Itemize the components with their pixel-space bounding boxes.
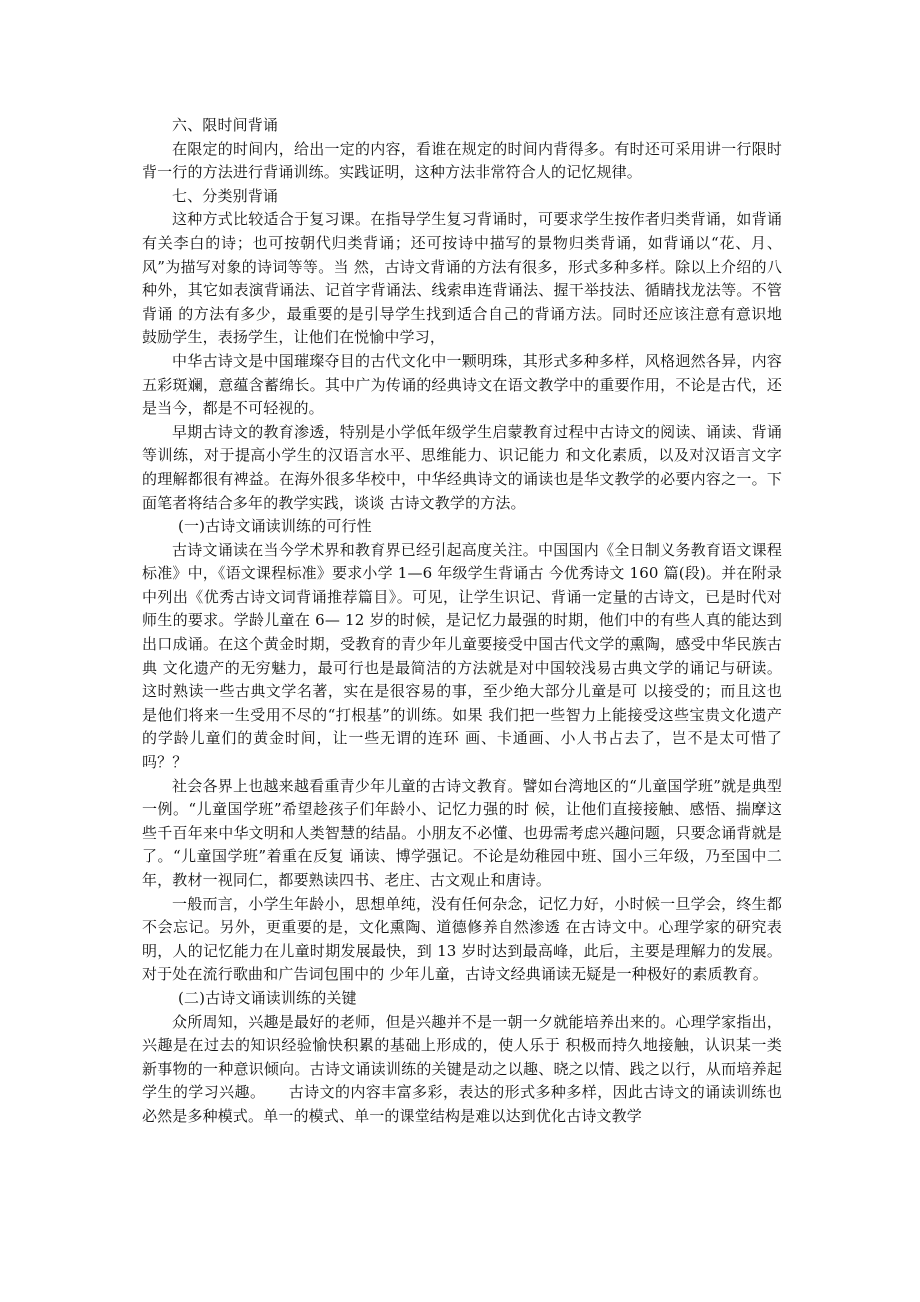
section-heading: (二)古诗文诵读训练的关键 xyxy=(178,988,357,1007)
section-heading: 七、分类别背诵 xyxy=(172,186,279,205)
body-paragraph: 在限定的时间内，给出一定的内容，看谁在规定的时间内背得多。有时还可采用讲一行限时背一行的方法进行背诵训练。实践证明，这种方法非常符合人的记忆规律。 xyxy=(142,139,782,182)
body-paragraph: 一般而言，小学生年龄小，思想单纯，没有任何杂念，记忆力好，小时候一旦学会，终生都不会忘记。另外，更重要的是，文化熏陶、道德修养自然渗透 在古诗文中。心理学家的研究表明，人的记忆能力在儿童时期发展最快，到 13 岁时达到最高峰，此后，主要是理解力的发展。对于处在流行歌曲和广告词包围中的 少年儿童，古诗文经典诵读无疑是一种极好的素质教育。 xyxy=(142,894,782,984)
body-paragraph: 众所周知，兴趣是最好的老师，但是兴趣并不是一朝一夕就能培养出来的。心理学家指出，兴趣是在过去的知识经验愉快积累的基础上形成的，使人乐于 积极而持久地接触，认识某一类新事物的一种意识倾向。古诗文诵读训练的关键是动之以趣、晓之以情、践之以行，从而培养起学生的学习兴趣。 古诗文的内容丰富多彩，表达的形式多种多样，因此古诗文的诵读训练也必然是多种模式。单一的模式、单一的课堂结构是难以达到优化古诗文教学 xyxy=(142,1012,782,1125)
body-paragraph: 古诗文诵读在当今学术界和教育界已经引起高度关注。中国国内《全日制义务教育语文课程标准》中，《语文课程标准》要求小学 1—6 年级学生背诵古 今优秀诗文 160 篇(段)。并在附录中列出《优秀古诗文词背诵推荐篇目》。可见，让学生识记、背诵一定量的古诗文，已是时代对师生的要求。学龄儿童在 6— 12 岁的时候，是记忆力最强的时期，他们中的有些人真的能达到出口成诵。在这个黄金时期，受教育的青少年儿童要接受中国古代文学的熏陶，感受中华民族古典 文化遗产的无穷魅力，最可行也是最简洁的方法就是对中国较浅易古典文学的诵记与研读。这时熟读一些古典文学名著，实在是很容易的事，至少绝大部分儿童是可 以接受的；而且这也是他们将来一生受用不尽的“打根基”的训练。如果 我们把一些智力上能接受这些宝贵文化遗产的学龄儿童们的黄金时间，让一些无谓的连环 画、卡通画、小人书占去了，岂不是太可惜了吗？？ xyxy=(142,540,782,772)
section-heading: (一)古诗文诵读训练的可行性 xyxy=(178,517,372,536)
document-body xyxy=(142,114,782,1129)
body-paragraph: 早期古诗文的教育渗透，特别是小学低年级学生启蒙教育过程中古诗文的阅读、诵读、背诵等训练，对于提高小学生的汉语言水平、思维能力、识记能力 和文化素质，以及对汉语言文字的理解都很有裨益。在海外很多华校中，中华经典诗文的诵读也是华文教学的必要内容之一。下面笔者将结合多年的教学实践，谈谈 古诗文教学的方法。 xyxy=(142,422,782,512)
section-heading: 六、限时间背诵 xyxy=(172,116,279,134)
body-paragraph: 这种方式比较适合于复习课。在指导学生复习背诵时，可要求学生按作者归类背诵，如背诵有关李白的诗；也可按朝代归类背诵；还可按诗中描写的景物归类背诵，如背诵以“花、月、风”为描写对象的诗词等等。当 然，古诗文背诵的方法有很多，形式多种多样。除以上介绍的八种外，其它如表演背诵法、记首字背诵法、线索串连背诵法、握干举技法、循睛找龙法等。不管背诵 的方法有多少，最重要的是引导学生找到适合自己的背诵方法。同时还应该注意有意识地鼓励学生，表扬学生，让他们在悦愉中学习， xyxy=(142,210,782,347)
body-paragraph: 中华古诗文是中国璀璨夺目的古代文化中一颗明珠，其形式多种多样，风格迥然各异，内容五彩斑斓，意蕴含蓄绵长。其中广为传诵的经典诗文在语文教学中的重要作用，不论是古代，还是当今，都是不可轻视的。 xyxy=(142,351,782,418)
body-paragraph: 社会各界上也越来越看重青少年儿童的古诗文教育。譬如台湾地区的“儿童国学班”就是典型一例。“儿童国学班”希望趁孩子们年龄小、记忆力强的时 候，让他们直接接触、感悟、揣摩这些千百年来中华文明和人类智慧的结晶。小朋友不必懂、也毋需考虑兴趣问题，只要念诵背就是了。“儿童国学班”着重在反复 诵读、博学强记。不论是幼稚园中班、国小三年级，乃至国中二年，教材一视同仁，都要熟读四书、老庄、古文观止和唐诗。 xyxy=(142,776,782,889)
